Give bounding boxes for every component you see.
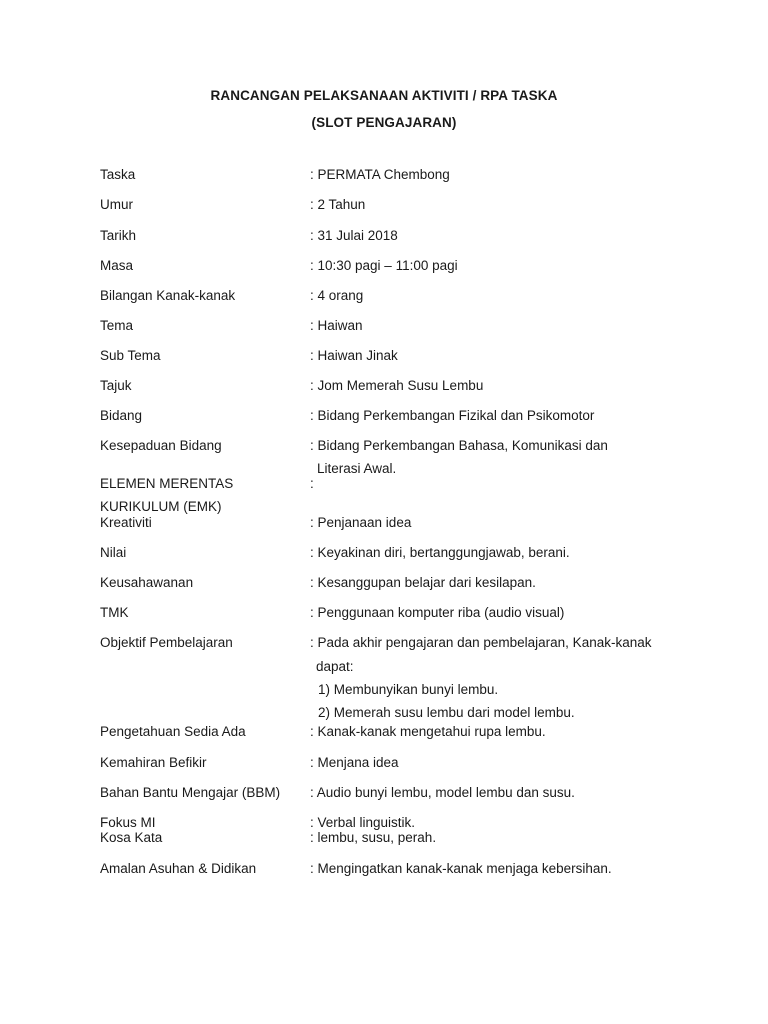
document-title: RANCANGAN PELAKSANAAN AKTIVITI / RPA TASKA	[210, 88, 558, 103]
field-value: : lembu, susu, perah.	[310, 830, 437, 845]
field-value: : Penjanaan idea	[310, 515, 412, 530]
value-line: Literasi Awal.	[317, 461, 397, 476]
field-value: :	[310, 476, 314, 491]
field-value: : Mengingatkan kanak-kanak menjaga kebersihan.	[310, 861, 612, 876]
field-label: Sub Tema	[100, 348, 161, 363]
label-line: ELEMEN MERENTAS	[100, 476, 234, 491]
field-value: : Haiwan Jinak	[310, 348, 398, 363]
field-value: : Audio bunyi lembu, model lembu dan susu.	[310, 785, 575, 800]
field-value: : Haiwan	[310, 318, 363, 333]
field-value: : 2 Tahun	[310, 197, 366, 212]
field-label: Bahan Bantu Mengajar (BBM)	[100, 785, 281, 800]
field-value: : Verbal linguistik.	[310, 815, 416, 830]
value-line: 1) Membunyikan bunyi lembu.	[318, 682, 499, 697]
field-label: Amalan Asuhan & Didikan	[100, 861, 257, 876]
field-value: : Bidang Perkembangan Fizikal dan Psikomotor	[310, 408, 595, 423]
value-line: dapat:	[316, 659, 354, 674]
field-value: : Keyakinan diri, bertanggungjawab, berani.	[310, 545, 570, 560]
field-label: Keusahawanan	[100, 575, 194, 590]
field-label: Fokus MI	[100, 815, 156, 830]
field-label: Nilai	[100, 545, 127, 560]
field-label: Umur	[100, 197, 133, 212]
field-value: : Menjana idea	[310, 755, 399, 770]
field-label: Tarikh	[100, 228, 137, 243]
field-value: : Penggunaan komputer riba (audio visual)	[310, 605, 565, 620]
field-label: Kreativiti	[100, 515, 152, 530]
value-line: : Bidang Perkembangan Bahasa, Komunikasi dan	[310, 438, 608, 453]
field-value: : 31 Julai 2018	[310, 228, 398, 243]
field-label: Pengetahuan Sedia Ada	[100, 724, 246, 739]
document-subtitle: (SLOT PENGAJARAN)	[311, 115, 457, 130]
field-value: : Kanak-kanak mengetahui rupa lembu.	[310, 724, 546, 739]
field-label: Kemahiran Befikir	[100, 755, 207, 770]
field-label: Kesepaduan Bidang	[100, 438, 222, 453]
label-line: KURIKULUM (EMK)	[100, 499, 222, 514]
field-label: Objektif Pembelajaran	[100, 635, 233, 650]
field-label: Taska	[100, 167, 136, 182]
field-label: Kosa Kata	[100, 830, 163, 845]
field-value: : 4 orang	[310, 288, 364, 303]
field-value: : PERMATA Chembong	[310, 167, 450, 182]
value-line: 2) Memerah susu lembu dari model lembu.	[318, 705, 575, 720]
field-label: TMK	[100, 605, 129, 620]
field-label: Masa	[100, 258, 134, 273]
field-label: Bilangan Kanak-kanak	[100, 288, 236, 303]
field-label: Tajuk	[100, 378, 132, 393]
field-value: : Kesanggupan belajar dari kesilapan.	[310, 575, 536, 590]
value-line: : Pada akhir pengajaran dan pembelajaran, Kanak-kanak	[310, 635, 652, 650]
field-label: Tema	[100, 318, 134, 333]
field-value: : 10:30 pagi – 11:00 pagi	[310, 258, 458, 273]
field-label: Bidang	[100, 408, 143, 423]
field-value: : Jom Memerah Susu Lembu	[310, 378, 484, 393]
